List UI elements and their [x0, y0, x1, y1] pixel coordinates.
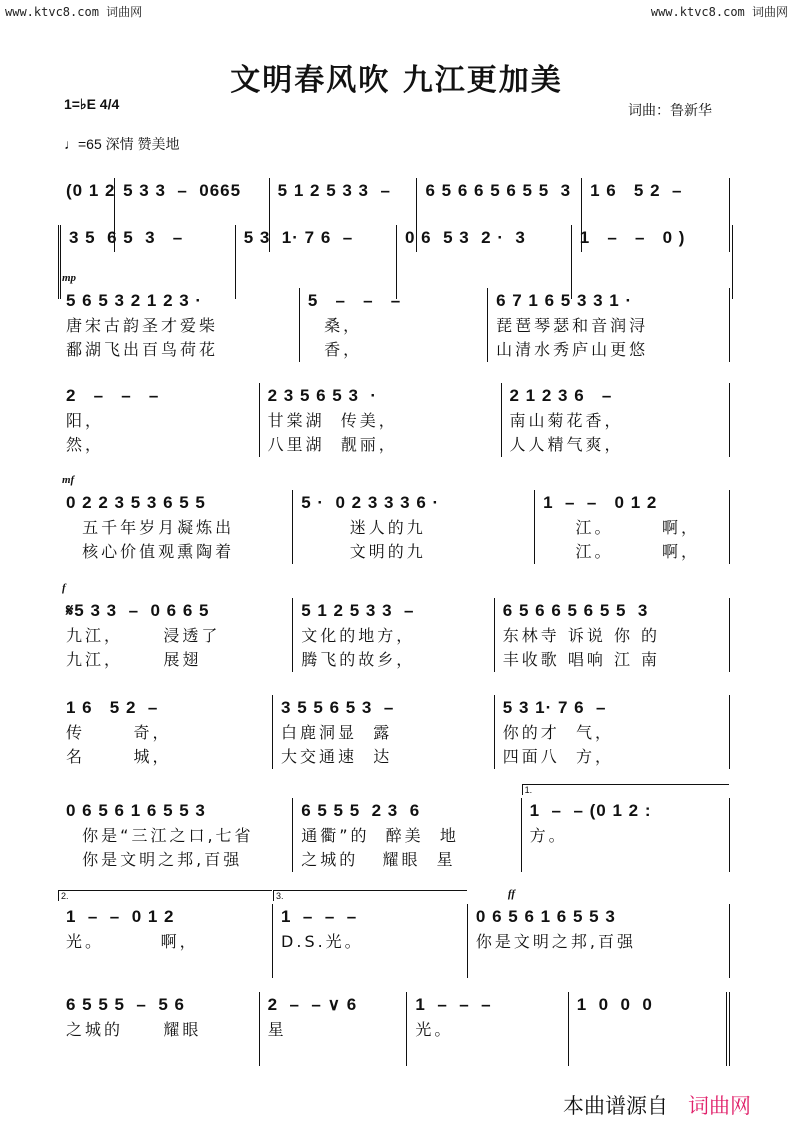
measure	[58, 272, 300, 362]
footer	[563, 1090, 751, 1120]
tempo-marking: ♩=65 深情 赞美地	[64, 136, 180, 152]
measure	[495, 598, 730, 672]
lyric-verse-1: 光。	[415, 1020, 454, 1039]
notes: 5 3 3 – 0665	[123, 181, 242, 200]
measure	[300, 288, 488, 362]
lyric-verse-2: 之城的 耀眼 星	[301, 850, 456, 869]
lyric-verse-2	[577, 1042, 726, 1066]
notes: (0 1 2	[66, 181, 116, 200]
measure	[535, 490, 730, 564]
notes: 6 7 1 6 5 3 3 1 ·	[496, 291, 633, 310]
measure	[58, 992, 260, 1066]
dynamic-marking: f	[62, 582, 66, 594]
measure	[522, 785, 730, 872]
song-title: 文明春风吹 九江更加美	[230, 63, 563, 98]
dynamic-marking: ff	[507, 888, 516, 900]
volta-bracket: 1.	[522, 784, 729, 795]
lyric-verse-2: 腾飞的故乡，	[301, 650, 416, 669]
lyric-verse-1: 甘棠湖 传美，	[267, 411, 398, 430]
lyric-verse-1: 唐宋古韵圣才爱柴	[66, 316, 219, 335]
measure	[58, 582, 293, 672]
lyric-verse-2: 丰收歌 唱响 江 南	[502, 650, 661, 669]
notes: 1 – – 0 1 2	[543, 493, 658, 512]
lyric-verse-2: 鄱湖飞出百鸟荷花	[66, 340, 219, 359]
system-8	[58, 785, 730, 872]
notes: 2 – – –	[66, 386, 160, 405]
lyric-verse-1: 阳，	[66, 411, 105, 430]
system-10	[58, 992, 730, 1066]
notes: 0 6 5 3 2 · 3	[404, 228, 526, 247]
lyric-verse-2: 文明的九	[301, 542, 426, 561]
notes: 1 6 5 2 –	[590, 181, 683, 200]
lyric-verse-1: 东林寺 诉说 你 的	[502, 626, 661, 645]
lyric-verse-1: 桑，	[307, 316, 363, 335]
measure	[293, 598, 495, 672]
notes: 2 – – ∨ 6	[267, 995, 358, 1014]
watermark-left: www.ktvc8.com 词曲网	[5, 5, 143, 19]
lyric-verse-1	[244, 251, 396, 275]
volta-bracket: 3.	[273, 890, 467, 901]
dynamic-marking: mp	[62, 272, 77, 284]
notes: 5 6 5 3 2 1 2 3 ·	[66, 291, 203, 310]
footer-brand: 词曲网	[688, 1094, 751, 1118]
measure	[260, 992, 408, 1066]
lyric-verse-2: 你是文明之邦,百强	[66, 850, 243, 869]
lyric-verse-2: 四面八 方，	[502, 747, 614, 766]
lyric-verse-1: 星	[267, 1020, 287, 1039]
measure	[569, 992, 730, 1066]
lyric-verse-2: 核心价值观熏陶着	[66, 542, 235, 561]
lyric-verse-2: 然，	[66, 435, 105, 454]
lyric-verse-1: 通衢”的 醉美 地	[301, 826, 459, 845]
notes: 0 6 5 6 1 6 5 5 3	[66, 801, 206, 820]
measure	[58, 695, 273, 769]
measure	[293, 798, 521, 872]
lyric-verse-1	[405, 251, 571, 275]
lyric-verse-1	[69, 251, 235, 275]
lyric-verse-2	[66, 954, 272, 978]
notes: 5 1 2 5 3 3 –	[277, 181, 391, 200]
measure	[273, 891, 468, 978]
notes: 5 3 1· 7 6 –	[502, 698, 607, 717]
measure	[58, 798, 293, 872]
notes: 5 · 0 2 3 3 3 6 ·	[301, 493, 440, 512]
lyric-verse-1: 白鹿洞显 露	[281, 723, 393, 742]
measure	[488, 288, 730, 362]
measure	[273, 695, 495, 769]
notes: 6 5 5 5 2 3 6	[301, 801, 421, 820]
lyric-verse-2	[66, 1042, 259, 1066]
measure	[58, 383, 260, 457]
lyric-verse-2	[415, 1042, 567, 1066]
notes: 5 3 1· 7 6 –	[243, 228, 354, 247]
lyric-verse-2: 江。 啊，	[543, 542, 700, 561]
lyric-verse-2: 大交通速 达	[281, 747, 393, 766]
lyric-verse-1: 迷人的九	[301, 518, 426, 537]
lyric-verse-2	[530, 848, 729, 872]
measure	[502, 383, 730, 457]
notes: 5 – – –	[307, 291, 402, 310]
measure	[58, 474, 293, 564]
lyric-verse-1: 方。	[529, 826, 568, 845]
system-5	[58, 474, 730, 564]
lyric-verse-1: 你是“三江之口,七省	[66, 826, 254, 845]
volta-bracket: 2.	[58, 890, 272, 901]
lyric-verse-1: 传 奇，	[66, 723, 172, 742]
system-7	[58, 695, 730, 769]
lyric-verse-1: 九江， 浸透了	[66, 626, 221, 645]
notes: 1 – – –	[415, 995, 492, 1014]
lyric-verse-2	[281, 954, 467, 978]
lyric-verse-1	[577, 1018, 726, 1042]
lyric-verse-1: 琵琶琴瑟和音润浔	[496, 316, 649, 335]
lyric-verse-2: 香，	[307, 340, 363, 359]
measure	[407, 992, 568, 1066]
watermark-right: www.ktvc8.com 词曲网	[650, 5, 788, 19]
lyric-verse-1: 江。 啊，	[543, 518, 700, 537]
notes: 2 1 2 3 6 –	[509, 386, 613, 405]
lyric-verse-1: 之城的 耀眼	[66, 1020, 202, 1039]
footer-source: 本曲谱源自	[563, 1094, 668, 1118]
measure	[58, 891, 273, 978]
lyric-verse-1: 光。 啊，	[66, 932, 199, 951]
notes: 2 3 5 6 5 3 ·	[267, 386, 378, 405]
measure	[495, 695, 730, 769]
lyric-verse-2	[268, 1042, 407, 1066]
lyric-verse-1: D.S.光。	[281, 932, 364, 951]
lyric-verse-2	[476, 954, 729, 978]
measure	[293, 490, 535, 564]
author-credit: 词曲：鲁新华	[628, 102, 712, 118]
lyric-verse-1: 五千年岁月凝炼出	[66, 518, 235, 537]
notes: 1 – – (0 1 2 :	[529, 801, 652, 820]
lyric-verse-2: 名 城，	[66, 747, 172, 766]
system-9	[58, 888, 730, 978]
key-signature: 1=♭E 4/4	[64, 96, 120, 112]
lyric-verse-2: 人人精气爽，	[509, 435, 624, 454]
notes: 0 6 5 6 1 6 5 5 3	[475, 907, 616, 926]
notes: 1 – – 0 )	[579, 228, 686, 247]
notes: 0 2 2 3 5 3 6 5 5	[66, 493, 206, 512]
measure	[260, 383, 502, 457]
notes: 3 5 5 6 5 3 –	[281, 698, 395, 717]
system-4	[58, 383, 730, 457]
notes: 1 0 0 0	[576, 995, 653, 1014]
notes: 𝄋5 3 3 – 0 6 6 5	[66, 601, 210, 620]
lyric-verse-2: 九江， 展翅	[66, 650, 202, 669]
lyric-verse-2: 八里湖 靓丽，	[267, 435, 398, 454]
lyric-verse-1: 南山菊花香，	[509, 411, 624, 430]
dynamic-marking: mf	[62, 474, 75, 486]
lyric-verse-1	[580, 251, 732, 275]
notes: 6 5 6 6 5 6 5 5 3	[425, 181, 572, 200]
lyric-verse-2: 山清水秀庐山更悠	[496, 340, 649, 359]
measure	[468, 888, 730, 978]
lyric-verse-1: 你的才 气，	[502, 723, 614, 742]
notes: 1 – – 0 1 2	[66, 907, 175, 926]
notes: 6 5 5 5 – 5 6	[66, 995, 185, 1014]
notes: 1 – – –	[281, 907, 358, 926]
system-6	[58, 582, 730, 672]
lyric-verse-1: 你是文明之邦,百强	[475, 932, 636, 951]
lyric-verse-1: 文化的地方，	[301, 626, 416, 645]
notes: 5 1 2 5 3 3 –	[301, 601, 415, 620]
notes: 3 5 6 5 3 –	[69, 228, 184, 247]
notes: 1 6 5 2 –	[66, 698, 159, 717]
notes: 6 5 6 6 5 6 5 5 3	[502, 601, 649, 620]
system-3	[58, 272, 730, 362]
